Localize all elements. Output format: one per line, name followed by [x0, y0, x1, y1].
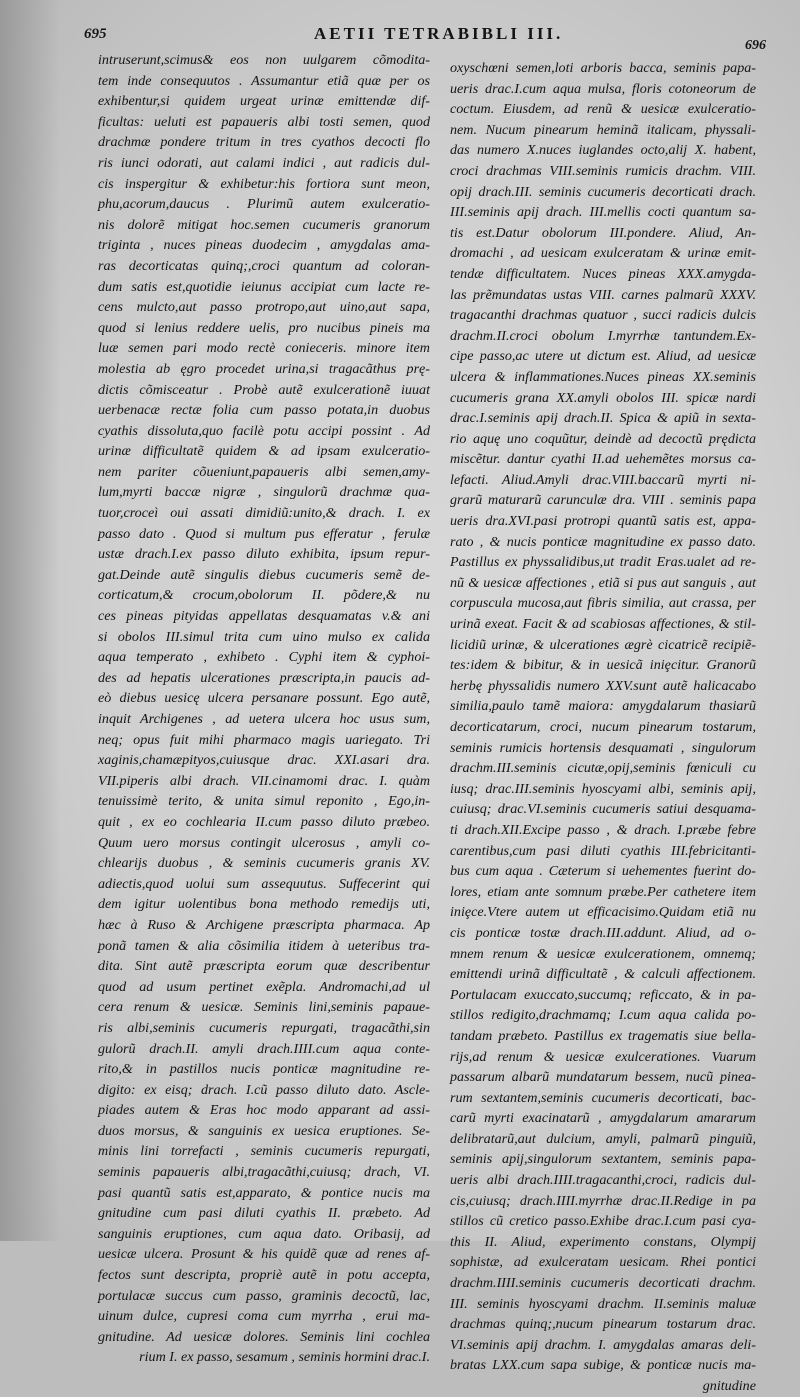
- right-column-text-line: oxyschœni semen,loti arboris bacca, seminis papa-: [450, 60, 756, 76]
- left-column-text-line: passo dato . Quod si multum pus efferatur , ferulæ: [98, 525, 430, 542]
- right-column-text-line: carentibus,cum pasi diluti cyathis III.febricitanti-: [450, 842, 756, 859]
- right-column-text-line: decorticatarum, croci, nucum pinearum tostarum,: [450, 719, 756, 735]
- right-column-text-line: bratas LXX.cum sapa subige, & ponticæ nucis ma-: [450, 1357, 756, 1374]
- left-column-text-line: ces pineas pityidas appellatas desquamatas v.& ani: [98, 608, 430, 625]
- right-column-text-line: III. seminis hyoscyami drachm. II.seminis maluæ: [450, 1295, 756, 1312]
- left-column-text-line: quod ad usum pertinet exẽpla. Andromachi,ad ul: [98, 978, 430, 995]
- right-column-text-line: tandam præbeto. Pastillus ex tragematis siue bella-: [450, 1027, 756, 1044]
- right-column-text-line: lores, etiam ante somnum præbe.Per cathetere item: [450, 883, 756, 900]
- right-column-text-line: seminis rumicis hortensis desquamati , singulorum: [450, 739, 756, 756]
- right-column-text-line: rato , & nucis ponticæ magnitudine ex passo dato.: [450, 533, 756, 550]
- left-column-text-line: rium I. ex passo, sesamum , seminis hormini drac.I.: [139, 1349, 430, 1366]
- right-column-text-line: opij drach.III. seminis cucumeris decorticati drach.: [450, 183, 756, 200]
- left-column-text-line: gnitudine cum pasi diluti cyathis II. præbeto. Ad: [98, 1205, 430, 1222]
- right-text-column: [450, 58, 756, 1397]
- left-column-text-line: corticatum,& crocum,obolorum II. põdere,& nu: [98, 587, 430, 604]
- left-column-text-line: cyathis dissoluta,quo facilè potu accipi possint . Ad: [98, 422, 430, 439]
- left-column-text-line: aqua temperato , exhibeto . Cyphi item & cyphoi-: [98, 649, 430, 666]
- left-column-text-line: phu,acorum,daucus . Plurimũ autem exulceratio-: [98, 196, 430, 213]
- right-column-text-line: ueris dra.XVI.pasi protropi quantũ satis est, appa-: [450, 513, 756, 530]
- left-column-text-line: nem pariter cõueniunt,papaueris albi semen,amy-: [98, 463, 430, 480]
- right-column-text-line: Portulacam exuccato,succumq; reficcato, & in pa-: [450, 986, 756, 1003]
- right-column-text-line: Pastillus ex physsalidibus,ut tradit Eras.ualet ad re-: [450, 554, 756, 571]
- right-column-text-line: miscẽtur. dantur cyathi II.ad uehemẽtes morsus ca-: [450, 451, 756, 468]
- left-column-text-line: chlearijs duobus , & seminis cucumeris granis XV.: [98, 855, 430, 872]
- right-column-text-line: rum sextantem,seminis cucumeris decorticati, bac-: [450, 1089, 756, 1106]
- right-column-text-line: mnem renum & uesicæ exulcerationem, omnemq;: [450, 945, 756, 962]
- right-column-text-line: ueris drac.I.cum aqua mulsa, floris cotoneorum de: [450, 80, 756, 97]
- right-column-text-line: similia,paulo tamẽ maiora: amygdalarum thasiarũ: [450, 698, 756, 715]
- left-column-text-line: xaginis,chamæpityos,cuiusque drac. XXI.asari dra.: [98, 752, 430, 769]
- left-column-text-line: dictis cõmisceatur . Probè autẽ exulcerationẽ iuuat: [98, 381, 430, 398]
- left-column-text-line: uerbenacæ rectæ folia cum passo potata,in duobus: [98, 402, 430, 419]
- right-column-text-line: drachmas quinq;,nucum pinearum tostarum drac.: [450, 1316, 756, 1333]
- right-column-text-line: gnitudine: [702, 1378, 756, 1394]
- right-column-text-line: drachm.III.seminis cicutæ,opij,seminis fœniculi cu: [450, 760, 756, 777]
- right-column-text-line: iniȩce.Vtere autem ut efficacisimo.Quidam etiã nu: [450, 904, 756, 921]
- right-column-text-line: tis est.Datur obolorum III.pondere. Aliud, An-: [450, 224, 756, 241]
- left-column-text-line: uinum dulce, cupresi coma cum myrrha , erui ma-: [98, 1308, 430, 1325]
- right-column-text-line: stillos redigito,drachmamq; I.cum aqua calida po-: [450, 1007, 756, 1024]
- right-column-text-line: dromachi , ad uesicam exulceratam & urinæ emit-: [450, 245, 756, 262]
- left-column-text-line: adiectis,quod uolui sum assequutus. Suffecerint qui: [98, 875, 430, 892]
- right-column-text-line: lefacti. Aliud.Amyli drac.VIII.baccarũ myrti ni-: [450, 471, 756, 488]
- right-column-text-line: rijs,ad renum & uesicæ exulcerationes. Vuarum: [450, 1048, 756, 1065]
- left-column-text-line: molestia ab ęgro procedet urina,si tragacãthus prę-: [98, 360, 430, 377]
- left-column-text-line: intruserunt,scimus& eos non uulgarem cõmodita-: [98, 52, 430, 68]
- left-column-text-line: quod si lenius reddere uelis, pro nucibus pineis ma: [98, 319, 430, 336]
- left-column-text-line: duos morsus, & sanguinis ex uesica eruptiones. Se-: [98, 1122, 430, 1139]
- right-column-text-line: drachm.IIII.seminis cucumeris decorticati drachm.: [450, 1275, 756, 1292]
- left-column-text-line: triginta , nuces pineas duodecim , amygdalas ama-: [98, 237, 430, 254]
- right-column-text-line: corpuscula mucosa,aut fibris similia, aut crassa, per: [450, 595, 756, 612]
- right-column-text-line: nem. Nucum pinearum heminã italicam, physsali-: [450, 121, 756, 138]
- left-column-text-line: Quum uero morsus contingit ulcerosus , amyli co-: [98, 834, 430, 851]
- right-column-text-line: bus cum aqua . Cæterum si uehementes fuerint do-: [450, 863, 756, 880]
- left-column-text-line: neq; opus fuit mihi pharmaco magis uariegato. Tri: [98, 731, 430, 748]
- left-column-text-line: minis lini torrefacti , seminis cucumeris repurgati,: [98, 1143, 430, 1160]
- left-column-text-line: exhibentur,si quidem urgeat urinæ emittendæ dif-: [98, 93, 430, 110]
- right-column-text-line: carũ myrti exacinatarũ , amygdalarum amararum: [450, 1110, 756, 1127]
- right-column-text-line: passarum albarũ mundatarum bessem, nucũ pinea-: [450, 1069, 756, 1086]
- left-column-text-line: gat.Deinde autẽ singulis diebus cucumeris semẽ de-: [98, 566, 430, 583]
- left-column-text-line: nis dolorẽ mitigat hoc.semen cucumeris granorum: [98, 216, 430, 233]
- left-column-text-line: ficultas: ueluti est papaueris albi tosti semen, quod: [98, 113, 430, 130]
- right-column-text-line: cucumeris grana XX.amyli obolos III. spicæ nardi: [450, 389, 756, 406]
- right-column-text-line: cis,cuiusq; drach.IIII.myrrhæ drac.II.Redige in pa: [450, 1192, 756, 1209]
- left-column-text-line: tem inde consequutos . Assumantur etiã quæ per os: [98, 72, 430, 89]
- left-column-text-line: lum,myrti baccæ nigræ , singulorũ drachmæ qua-: [98, 484, 430, 501]
- left-column-text-line: gulorũ drach.II. amyli drach.IIII.cum aqua conte-: [98, 1040, 430, 1057]
- left-column-text-line: ustæ drach.I.ex passo diluto exhibita, ipsum repur-: [98, 546, 430, 563]
- folio-left: 695: [84, 26, 107, 42]
- right-column-text-line: tendæ difficultatem. Nuces pineas XXX.amygda-: [450, 265, 756, 282]
- left-column-text-line: cis inspergitur & exhibetur:his fortiora sunt meon,: [98, 175, 430, 192]
- right-column-text-line: drachm.II.croci obolum I.myrrhæ tantundem.Ex-: [450, 327, 756, 344]
- right-column-text-line: das numero X.nuces iuglandes octo,alij X. habent,: [450, 142, 756, 159]
- right-column-text-line: seminis apij,singulorum sextantem, seminis papa-: [450, 1151, 756, 1168]
- right-column-text-line: grarũ maturarũ carunculæ dra. VIII . seminis papa: [450, 492, 756, 509]
- right-column-text-line: tes:idem & bibitur, & in uesicã iniȩcitur. Granorũ: [450, 657, 756, 674]
- left-column-text-line: gnitudine. Ad uesicæ dolores. Seminis lini cochlea: [98, 1328, 430, 1345]
- left-column-text-line: portulacæ succus cum passo, graminis decoctũ, lac,: [98, 1287, 430, 1304]
- right-column-text-line: drac.I.seminis apij drach.II. Spica & apiũ in sexta-: [450, 410, 756, 427]
- left-column-text-line: inquit Archigenes , ad uetera ulcera hoc usus sum,: [98, 711, 430, 727]
- left-column-text-line: luæ semen pari modo rectè conieceris. minore item: [98, 340, 430, 357]
- running-title: AETII TETRABIBLI III.: [314, 24, 564, 43]
- left-column-text-line: fectos sunt descripta, propriè autẽ in potu accepta,: [98, 1267, 430, 1284]
- right-column-text-line: VI.seminis apij drachm. I. amygdalas amaras deli-: [450, 1336, 756, 1353]
- left-column-text-line: hæc à Ruso & Archigene præscripta pharmaca. Ap: [98, 916, 430, 933]
- left-column-text-line: seminis papaueris albi,tragacãthi,cuiusq; drach, VI.: [98, 1164, 430, 1181]
- right-column-text-line: croci drachmas VIII.seminis rumicis drachm. VIII.: [450, 162, 756, 179]
- left-column-text-line: cera renum & uesicæ. Seminis lini,seminis papaue-: [98, 999, 430, 1016]
- left-column-text-line: uesicæ ulcera. Prosunt & his quidẽ quæ ad renes af-: [98, 1246, 430, 1263]
- right-column-text-line: rio aquę uno coquũtur, deindè ad decoctũ prędicta: [450, 430, 756, 447]
- left-column-text-line: cens mulcto,aut passo protropo,aut uino,aut sapa,: [98, 299, 430, 316]
- left-column-text-line: VII.piperis albi drach. VII.cinamomi drac. I. quàm: [98, 772, 430, 789]
- right-column-text-line: herbę physsalidis numero XXV.sunt autẽ halicacabo: [450, 677, 756, 694]
- right-column-text-line: cuiusq; drac.VI.seminis cucumeris satiui desquama-: [450, 801, 756, 818]
- left-column-text-line: urinæ difficultatẽ quidem & ad ipsam exulceratio-: [98, 443, 430, 460]
- left-column-text-line: drachmæ pondere tritum in tres cyathos decocti flo: [98, 134, 430, 151]
- right-column-text-line: ueris albi drach.IIII.tragacanthi,croci, radicis dul-: [450, 1172, 756, 1189]
- left-column-text-line: piades autem & Eras hoc modo apparant ad assi-: [98, 1102, 430, 1119]
- left-column-text-line: eò diebus uesicę ulcera persanare possunt. Ego autẽ,: [98, 690, 430, 707]
- folio-right: 696: [745, 38, 766, 53]
- right-column-text-line: nũ & uesicæ affectiones , etiã si pus aut sanguis , aut: [450, 574, 756, 591]
- right-column-text-line: coctum. Eiusdem, ad renũ & uesicæ exulceratio-: [450, 101, 756, 118]
- left-column-text-line: sanguinis eruptiones, cum aqua dato. Oribasij, ad: [98, 1225, 430, 1242]
- left-column-text-line: dum satis est,quotidie ieiunus accipiat cum lacte re-: [98, 278, 430, 295]
- left-column-text-line: ponã tamen & alia cõsimilia itidem à ueteribus tra-: [98, 937, 430, 954]
- left-column-text-line: dem igitur uolentibus bona methodo remedijs uti,: [98, 896, 430, 913]
- binding-gutter-shadow: [0, 0, 60, 1241]
- page-header: [84, 22, 784, 53]
- right-column-text-line: tragacanthi drachmas quatuor , succi radicis dulcis: [450, 307, 756, 324]
- right-column-text-line: iusq; drac.III.seminis hyoscyami albi, seminis apij,: [450, 780, 756, 797]
- left-column-text-line: ris albi,seminis cucumeris repurgati, tragacãthi,sin: [98, 1019, 430, 1036]
- left-column-text-line: tuor,croceì oui assati dimidiũ:unito,& drach. I. ex: [98, 505, 430, 522]
- right-column-text-line: urinã exeat. Facit & ad scabiosas affectiones, & stil-: [450, 616, 756, 633]
- left-column-text-line: rito,& in pastillos nucis ponticæ magnitudine re-: [98, 1061, 430, 1078]
- left-column-text-line: ras decorticatas quinq;,croci quantum ad coloran-: [98, 257, 430, 274]
- left-column-text-line: ris iunci odorati, aut calami indici , aut radicis dul-: [98, 154, 430, 171]
- left-column-text-line: digito: ex eisq; drach. I.cũ passo diluto dato. Ascle-: [98, 1081, 430, 1098]
- right-column-text-line: stillos cũ cretico passo.Exhibe drac.I.cum pasi cya-: [450, 1213, 756, 1230]
- right-column-text-line: emittendi urinã difficultatẽ , & calculi affectionem.: [450, 966, 756, 983]
- left-column-text-line: quit , ex eo cochlearia II.cum passo diluto præbeo.: [98, 813, 430, 830]
- left-column-text-line: dita. Sint autẽ præscripta eorum quæ describentur: [98, 958, 430, 975]
- right-column-text-line: cis ponticæ tostæ drach.III.addunt. Aliud, ad o-: [450, 924, 756, 941]
- left-column-text-line: si obolos III.simul trita cum uino mulso ex calida: [98, 628, 430, 645]
- right-column-text-line: las prẽmundatas ustas VIII. carnes palmarũ XXXV.: [450, 286, 756, 303]
- left-column-text-line: pasi quantũ satis est,apparato, & pontice nucis ma: [98, 1184, 430, 1201]
- right-column-text-line: this II. Aliud, experimento constans, Olympij: [450, 1233, 756, 1250]
- left-column-text-line: des ad hepatis ulcerationes præscripta,in paucis ad-: [98, 669, 430, 686]
- right-column-text-line: delibratarũ,aut dulcium, amyli, palmarũ pinguiũ,: [450, 1130, 756, 1147]
- right-column-text-line: III.seminis apij drach. III.mellis cocti quantum sa-: [450, 204, 756, 221]
- left-text-column: [98, 50, 430, 1368]
- right-column-text-line: sophistæ, ad exulceratam uesicam. Rhei pontici: [450, 1254, 756, 1271]
- right-column-text-line: cipe passo,ac utere ut dictum est. Aliud, ad uesicæ: [450, 348, 756, 365]
- left-column-text-line: tenuissimè terito, & unita simul reponito , Ego,in-: [98, 793, 430, 810]
- right-column-text-line: ulcera & inflammationes.Nuces pineas XX.seminis: [450, 368, 756, 385]
- right-column-text-line: licidiũ urinæ, & ulcerationes ægrè cicatricẽ recipiẽ-: [450, 636, 756, 653]
- right-column-text-line: ti drach.XII.Excipe passo , & drach. I.præbe febre: [450, 821, 756, 838]
